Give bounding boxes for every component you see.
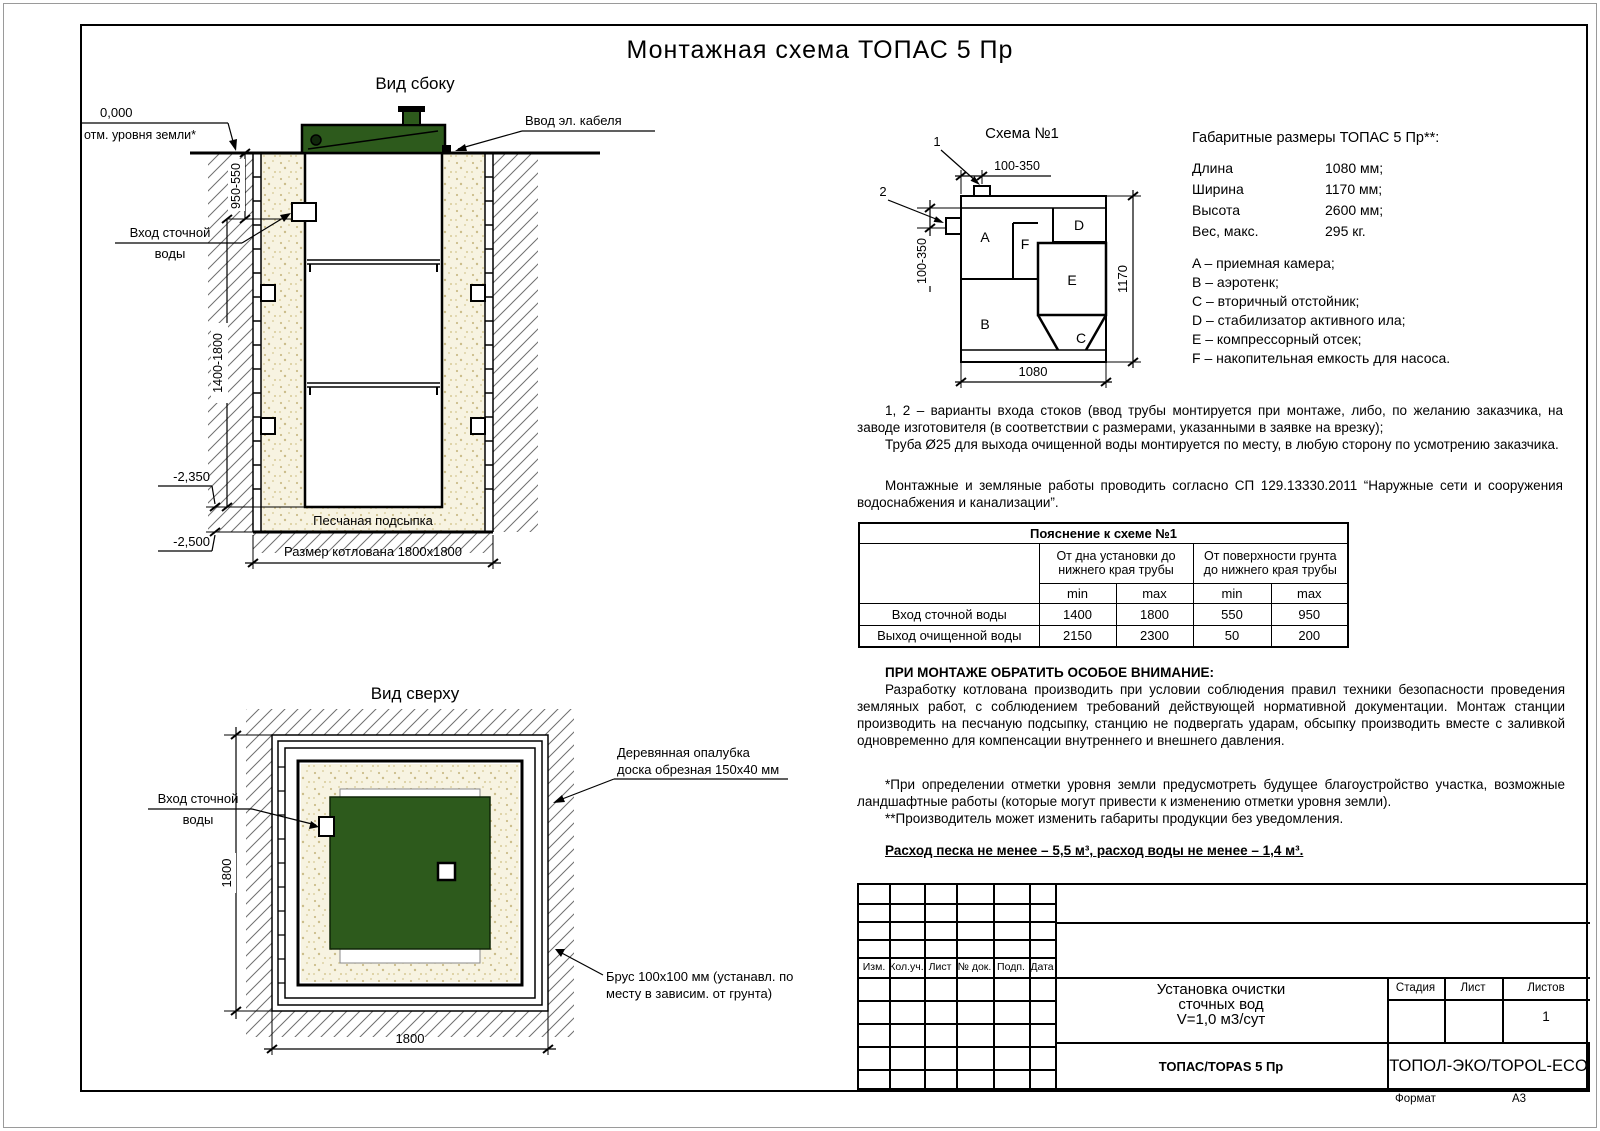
cell: 950: [1271, 603, 1348, 625]
inlet-top-label-line1: Вход сточной: [157, 791, 239, 806]
specs-heading: Габаритные размеры ТОПАС 5 Пр**:: [1192, 130, 1440, 146]
sheets-header: Листов: [1527, 982, 1565, 994]
spec-value: 1080 мм;: [1325, 160, 1384, 176]
dim-left-100-350: 100-350: [915, 238, 929, 284]
grid-line: [993, 885, 995, 1088]
grid-line: [956, 885, 958, 1088]
lid-hatch-detail: [438, 863, 455, 880]
formwork-callout: [553, 745, 788, 803]
spec-value: 1170 мм;: [1325, 181, 1383, 197]
grid-line: [859, 921, 1055, 923]
legend-item: C – вторичный отстойник;: [1192, 293, 1360, 309]
min-header: min: [1193, 583, 1271, 603]
inlet-label-line2: воды: [154, 246, 186, 261]
top-view-title: Вид сверху: [370, 684, 460, 703]
format-label: Формат: [1395, 1093, 1436, 1105]
legend-item: F – накопительная емкость для насоса.: [1192, 350, 1451, 366]
cable-entry-point: [442, 145, 451, 153]
explanation-table: [858, 522, 1349, 648]
note-pipe: Труба Ø25 для выхода очищенной воды монтируется по месту, в любую сторону по усмотрению заказчика.: [885, 437, 1559, 452]
grid-line: [1029, 885, 1031, 1088]
legend-item: A – приемная камера;: [1192, 255, 1335, 271]
max-header: max: [1271, 583, 1348, 603]
scheme1-title: Схема №1: [985, 125, 1059, 142]
comp-f-label: F: [1020, 236, 1030, 252]
company-name: ТОПОЛ-ЭКО/TOPOL-ECO: [1387, 1042, 1590, 1092]
table-title: Пояснение к схеме №1: [859, 523, 1348, 543]
timber-label-line1: Брус 100х100 мм (устанавл. по: [606, 969, 794, 984]
inlet-stub-1: [974, 186, 990, 196]
legend-item: E – компрессорный отсек;: [1192, 331, 1362, 347]
spec-name: Длина: [1192, 160, 1233, 176]
legend-item: B – аэротенк;: [1192, 274, 1279, 290]
comp-c-label: C: [1075, 330, 1087, 346]
doc-title-line2: сточных вод: [1178, 996, 1264, 1013]
page-title: Монтажная схема ТОПАС 5 Пр: [626, 36, 1014, 64]
stage-header: Стадия: [1395, 982, 1436, 994]
spec-value: 295 кг.: [1325, 223, 1366, 239]
inlet-top-label-line2: воды: [182, 812, 214, 827]
comp-d-label: D: [1073, 217, 1085, 233]
inlet-label-line1: Вход сточной: [129, 225, 211, 240]
comp-a-label: A: [980, 229, 990, 245]
footnote-2: **Производитель может изменить габариты продукции без уведомления.: [885, 811, 1344, 826]
grid-line: [859, 1069, 1055, 1071]
cable-label: Ввод эл. кабеля: [525, 113, 622, 128]
dim-1400-1800: 1400-1800: [211, 333, 225, 393]
cell: 2150: [1039, 625, 1116, 647]
min-header: min: [1039, 583, 1116, 603]
cable-callout: [455, 113, 655, 151]
zero-level-callout: [82, 105, 237, 151]
spec-name: Высота: [1192, 202, 1241, 218]
dim-bottom-1080: 1080: [1018, 364, 1048, 379]
vent-stub: [403, 111, 420, 125]
cell: 550: [1193, 603, 1271, 625]
marker-2-label: 2: [879, 184, 887, 199]
cell: 200: [1271, 625, 1348, 647]
doc-title-line3: V=1,0 м3/сут: [1176, 1011, 1266, 1028]
dim-1800-horizontal: 1800: [395, 1031, 425, 1046]
works-note-block: [857, 477, 1563, 511]
dim-top-100-350: 100-350: [994, 159, 1040, 173]
attention-block: [857, 664, 1565, 749]
grid-line: [924, 885, 926, 1088]
footnotes-block: [857, 776, 1565, 827]
level-2500-label: -2,500: [173, 534, 210, 549]
top-view-drawing: [120, 705, 800, 1065]
pit-size-label: Размер котлована 1800х1800: [283, 544, 463, 559]
grid-line: [1055, 922, 1590, 924]
inlet-stub-2: [946, 218, 961, 234]
product-name: ТОПАС/TOPAS 5 Пр: [1158, 1059, 1284, 1074]
notes-block: [857, 402, 1563, 453]
sheet-header: Лист: [1460, 982, 1486, 994]
grid-line: [859, 939, 1055, 941]
sheets-value: 1: [1542, 1009, 1550, 1024]
comp-b-label: B: [980, 316, 990, 332]
ground-level-label: отм. уровня земли*: [84, 128, 197, 142]
side-view-title: Вид сбоку: [375, 74, 455, 93]
tb-col-koluch: Кол.уч.: [889, 961, 924, 973]
attention-heading: ПРИ МОНТАЖЕ ОБРАТИТЬ ОСОБОЕ ВНИМАНИЕ:: [885, 665, 1215, 680]
spec-name: Ширина: [1192, 181, 1244, 197]
tb-col-data: Дата: [1030, 961, 1054, 973]
sand-bedding-label: Песчаная подсыпка: [313, 513, 433, 528]
cell: 50: [1193, 625, 1271, 647]
vent-cap: [398, 106, 425, 112]
level-2350-label: -2,350: [173, 469, 210, 484]
cell: 1400: [1039, 603, 1116, 625]
tank-top: [319, 789, 490, 963]
dim-1800-vertical: 1800: [219, 858, 234, 888]
zero-mark-label: 0,000: [100, 105, 133, 120]
max-header: max: [1116, 583, 1193, 603]
tb-col-podp: Подп.: [997, 961, 1025, 973]
comp-e-label: E: [1067, 272, 1077, 288]
timber-callout: [555, 949, 793, 1001]
dim-950-550: 950-550: [229, 163, 243, 209]
table-group1-header: От дна установки до нижнего края трубы: [1039, 543, 1193, 583]
scheme1-drawing: [855, 120, 1195, 410]
formwork-label-line2: доска обрезная 150х40 мм: [617, 762, 780, 777]
grid-line: [859, 903, 1055, 905]
table-row: [859, 603, 1348, 625]
tb-col-izm: Изм.: [862, 961, 886, 973]
cell: 2300: [1116, 625, 1193, 647]
marker-1-label: 1: [933, 134, 941, 149]
tb-col-ndok: № док.: [957, 961, 992, 973]
tank-lid: [302, 106, 451, 153]
row-name: Вход сточной воды: [859, 603, 1039, 625]
format-value: А3: [1512, 1093, 1527, 1105]
grid-line: [859, 1023, 1055, 1025]
table-row: [859, 625, 1348, 647]
cell: 1800: [1116, 603, 1193, 625]
doc-title: [1055, 982, 1387, 1027]
grid-line: [1387, 999, 1590, 1001]
doc-title-line1: Установка очистки: [1156, 981, 1286, 998]
row-name: Выход очищенной воды: [859, 625, 1039, 647]
grid-line: [889, 885, 891, 1088]
timber-label-line2: месту в зависим. от грунта): [606, 986, 773, 1001]
inlet-pipe-top: [319, 817, 334, 836]
inlet-pipe: [292, 203, 316, 221]
formwork-label-line1: Деревянная опалубка: [617, 745, 750, 760]
table-group2-header: От поверхности грунта до нижнего края трубы: [1193, 543, 1348, 583]
note-works: Монтажные и земляные работы проводить согласно СП 129.13330.2011 “Наружные сети и сооружения водоснабжения и канализации”.: [857, 478, 1563, 510]
table-corner-cell: [859, 543, 1039, 603]
legend-item: D – стабилизатор активного ила;: [1192, 312, 1406, 328]
spec-name: Вес, макс.: [1192, 223, 1259, 239]
title-block: [857, 883, 1588, 1090]
attention-body: Разработку котлована производить при условии соблюдения правил техники безопасности проведения земляных работ, с соблюдением требований действующей нормативной документации. Монтаж станции производить на песчаную подсыпку, станцию не подвергать ударам, обсыпку производить вместе с заливкой одновременно для компенсации внутреннего и внешнего давления.: [857, 682, 1565, 748]
note-variants: 1, 2 – варианты входа стоков (ввод трубы монтируется при монтаже, либо, по желанию заказчика, на заводе изготовителя (в соответствии с размерами, указанными в заявке на врезку);: [857, 403, 1563, 435]
spec-value: 2600 мм;: [1325, 202, 1384, 218]
side-view-drawing: [70, 95, 660, 585]
consumption-note: Расход песка не менее – 5,5 м³, расход воды не менее – 1,4 м³.: [885, 843, 1304, 858]
dim-right-1170: 1170: [1115, 265, 1130, 293]
footnote-1: *При определении отметки уровня земли предусмотреть будущее благоустройство участка, возможные ландшафтные работы (которые могут привести к изменению отметки уровня земли).: [857, 777, 1565, 809]
grid-line: [859, 1046, 1055, 1048]
grid-line: [859, 1000, 1055, 1002]
tb-col-list: Лист: [928, 961, 952, 973]
